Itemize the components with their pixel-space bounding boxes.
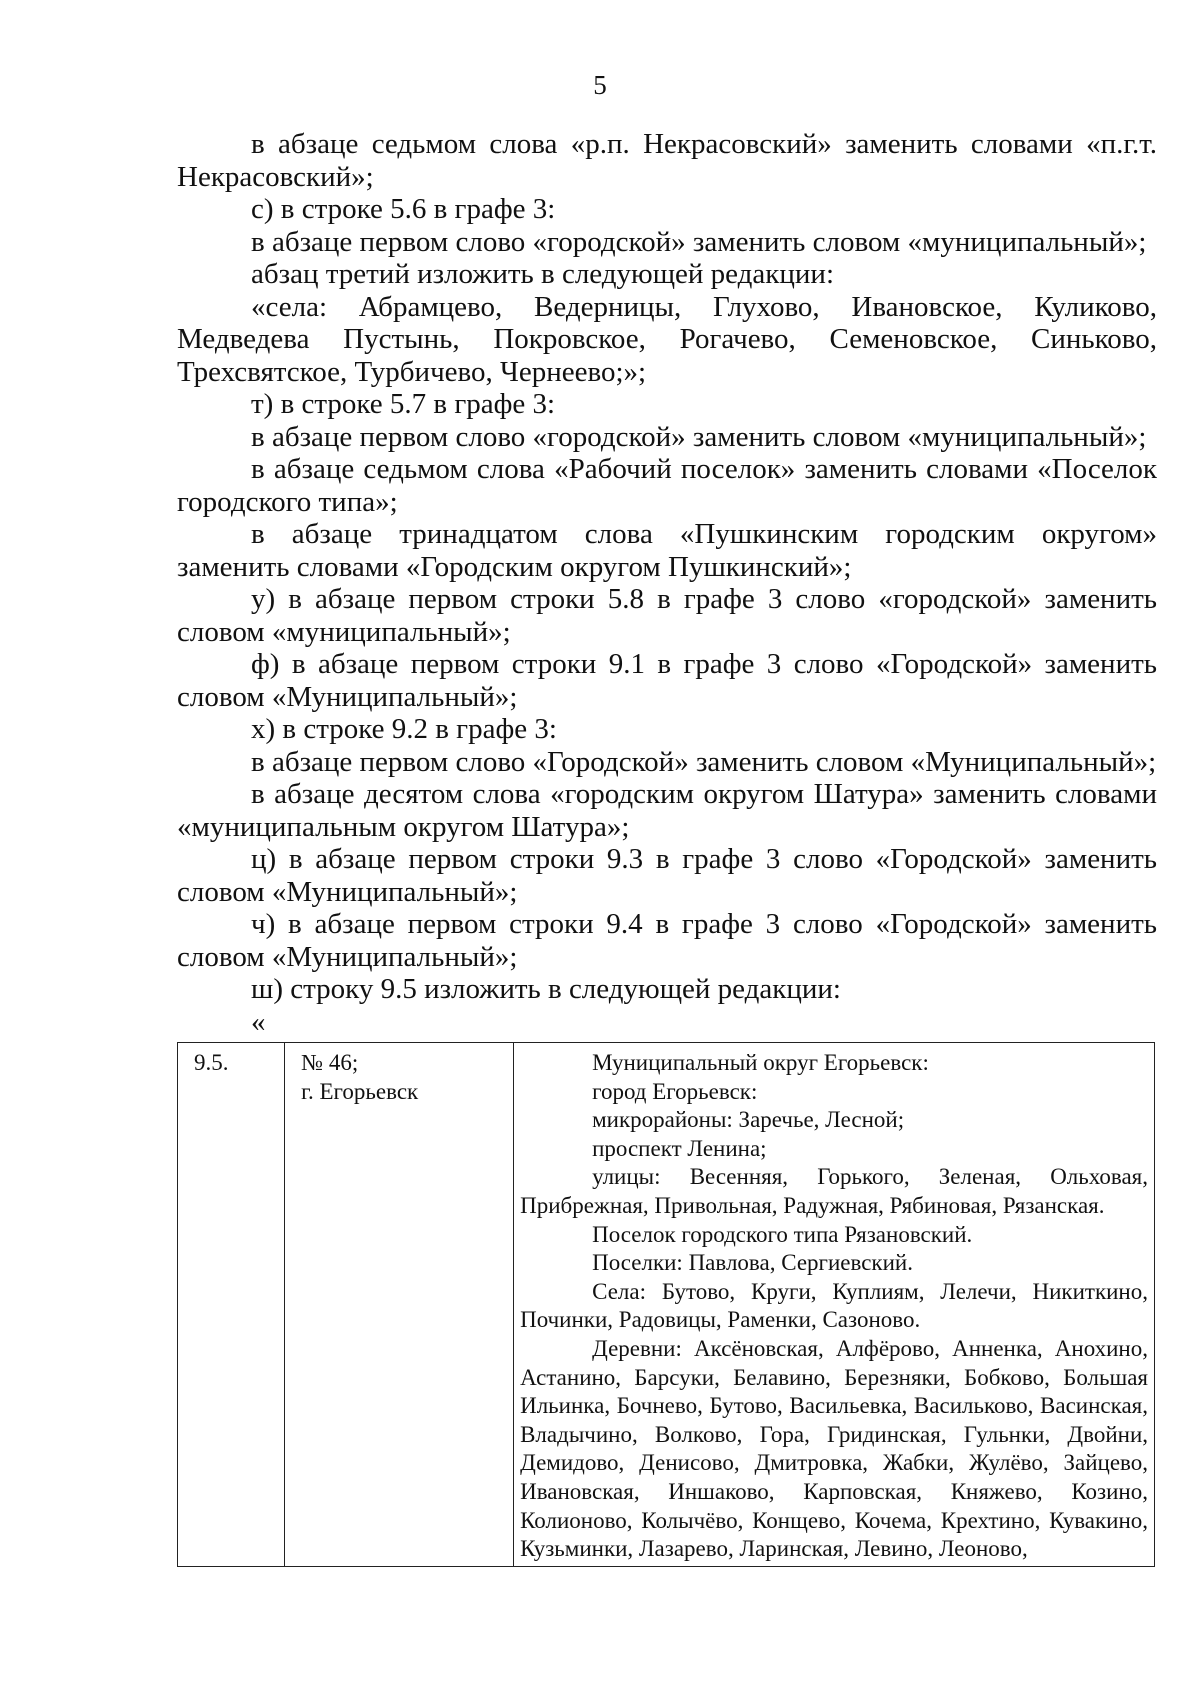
description-line: Поселок городского типа Рязановский. [592, 1221, 973, 1247]
district-city: г. Егорьевск [301, 1078, 419, 1104]
paragraph: ц) в абзаце первом строки 9.3 в графе 3 слово «Городской» заменить словом «Муниципальный»; [177, 843, 1157, 908]
paragraph: в абзаце десятом слова «городским округом Шатура» заменить словами «муниципальным округом Шатура»; [177, 778, 1157, 843]
description-line: улицы: Весенняя, Горького, Зеленая, Ольховая, Прибрежная, Привольная, Радужная, Рябиновая, Рязанская. [520, 1164, 1148, 1218]
paragraph: х) в строке 9.2 в графе 3: [251, 713, 557, 745]
paragraph: ф) в абзаце первом строки 9.1 в графе 3 слово «Городской» заменить словом «Муниципальный»; [177, 648, 1157, 713]
row-number-cell: 9.5. [178, 1043, 285, 1567]
district-number: № 46; [301, 1050, 359, 1075]
description-line: город Егорьевск: [592, 1078, 758, 1104]
table-row [178, 1043, 1155, 1567]
description-line: Деревни: Аксёновская, Алфёрово, Анненка, Анохино, Астанино, Барсуки, Белавино, Березняки, Бобково, Большая Ильинка, Бочнево, Бутово, Васильевка, Васильково, Васинская, Владычино, Волково, Гора, Гридинская, Гульнки, Двойни, Демидово, Денисово, Дмитровка, Жабки, Жулёво, Зайцево, Ивановская, Иншаково, Карповская, Княжево, Козино, Колионово, Колычёво, Конщево, Кочема, Крехтино, Кувакино, Кузьминки, Лазарево, Ларинская, Левино, Леоново, [520, 1335, 1148, 1562]
opening-quote: « [251, 1005, 266, 1038]
description-line: проспект Ленина; [592, 1135, 767, 1161]
description-line: микрорайоны: Заречье, Лесной; [592, 1107, 905, 1133]
district-cell [285, 1043, 514, 1567]
paragraph: ч) в абзаце первом строки 9.4 в графе 3 слово «Городской» заменить словом «Муниципальный»; [177, 908, 1157, 973]
paragraph: у) в абзаце первом строки 5.8 в графе 3 слово «городской» заменить словом «муниципальный»; [177, 583, 1157, 648]
description-cell [514, 1043, 1155, 1567]
body-text [177, 128, 1157, 1038]
paragraph: в абзаце седьмом слова «Рабочий поселок» заменить словами «Поселок городского типа»; [177, 453, 1157, 518]
district-table [177, 1042, 1155, 1567]
paragraph: в абзаце первом слово «Городской» заменить словом «Муниципальный»; [251, 745, 1157, 778]
paragraph: «села: Абрамцево, Ведерницы, Глухово, Ивановское, Куликово, Медведева Пустынь, Покровское, Рогачево, Семеновское, Синьково, Трехсвятское, Турбичево, Чернеево;»; [177, 290, 1157, 388]
description-line: Поселки: Павлова, Сергиевский. [592, 1250, 913, 1276]
description-line: Села: Бутово, Круги, Куплиям, Лелечи, Никиткино, Починки, Радовицы, Раменки, Сазоново. [520, 1278, 1148, 1333]
paragraph: в абзаце тринадцатом слова «Пушкинским городским округом» заменить словами «Городским округом Пушкинский»; [177, 518, 1157, 583]
page-number: 5 [593, 70, 607, 100]
paragraph: абзац третий изложить в следующей редакции: [251, 258, 835, 290]
paragraph: т) в строке 5.7 в графе 3: [251, 388, 556, 420]
description-line: Муниципальный округ Егорьевск: [592, 1050, 929, 1075]
paragraph: с) в строке 5.6 в графе 3: [251, 193, 556, 225]
paragraph: в абзаце седьмом слова «р.п. Некрасовский» заменить словами «п.г.т. Некрасовский»; [177, 128, 1157, 193]
paragraph: в абзаце первом слово «городской» заменить словом «муниципальный»; [251, 420, 1147, 453]
paragraph: ш) строку 9.5 изложить в следующей редакции: [251, 973, 841, 1005]
paragraph: в абзаце первом слово «городской» заменить словом «муниципальный»; [251, 225, 1147, 258]
